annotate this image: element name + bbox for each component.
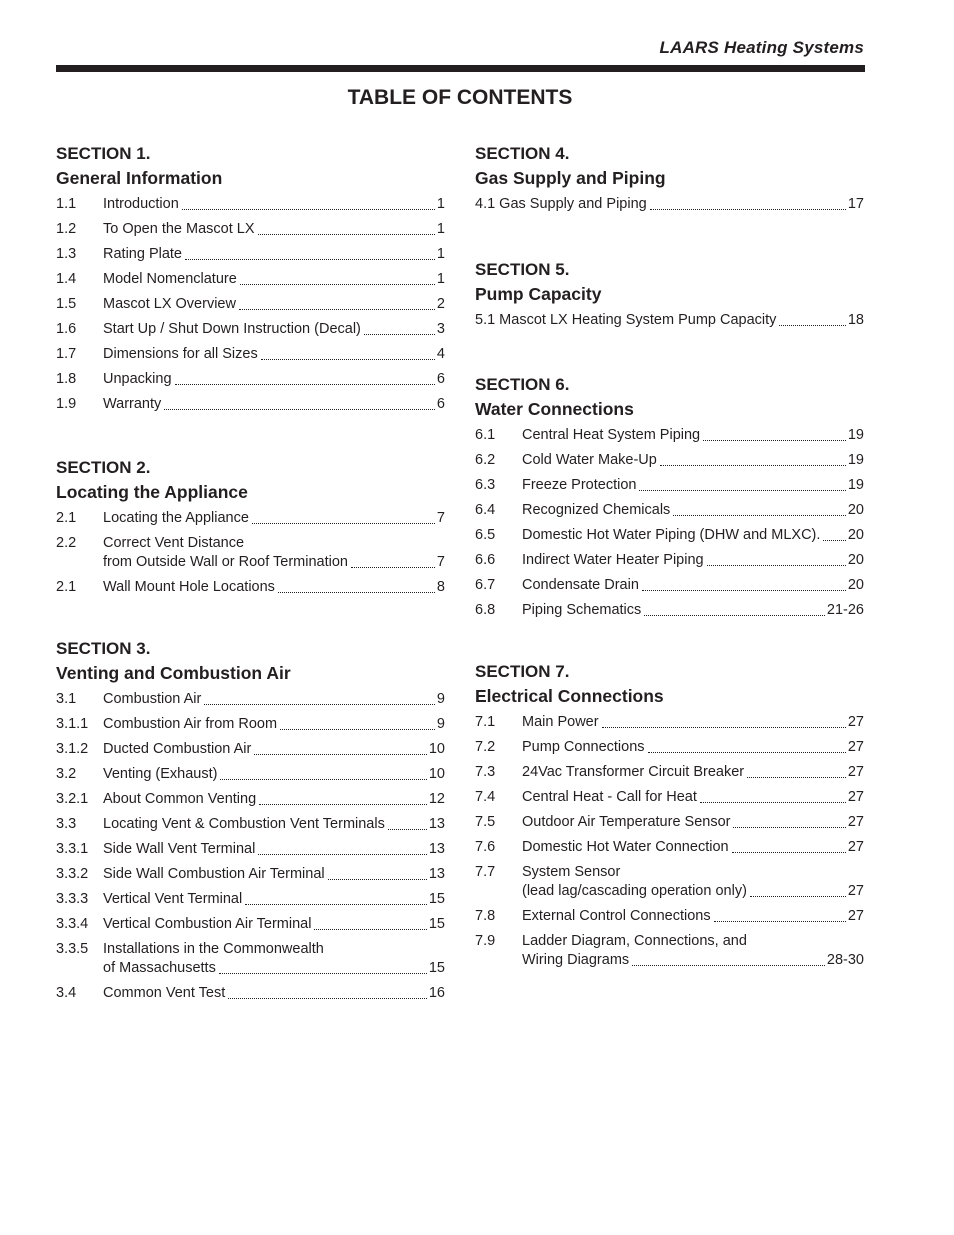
dot-leader xyxy=(280,729,435,730)
entry-number: 6.1 xyxy=(475,427,496,443)
dot-leader xyxy=(602,727,846,728)
section-number: SECTION 6. xyxy=(475,375,570,394)
entry-title: Unpacking xyxy=(103,371,172,387)
entry-title: Side Wall Vent Terminal xyxy=(103,841,256,857)
toc-entry[interactable] xyxy=(475,838,864,857)
dot-leader xyxy=(747,777,846,778)
entry-title: Pump Connections xyxy=(522,739,645,755)
entry-number: 2.2 xyxy=(56,535,77,551)
page-number: 27 xyxy=(847,814,864,830)
page-number: 15 xyxy=(428,960,445,976)
entry-number: 1.7 xyxy=(56,346,77,362)
entry-title-line: Correct Vent Distance xyxy=(103,535,245,551)
toc-entry[interactable] xyxy=(56,865,445,884)
page-number: 17 xyxy=(847,196,864,212)
entry-title: Common Vent Test xyxy=(103,985,226,1001)
dot-leader xyxy=(673,515,846,516)
entry-number: 1.8 xyxy=(56,371,77,387)
dot-leader xyxy=(650,209,846,210)
entry-title: Freeze Protection xyxy=(522,477,637,493)
toc-entry[interactable] xyxy=(475,763,864,782)
header-rule xyxy=(56,65,865,72)
entry-number: 3.3.5 xyxy=(56,941,89,957)
entry-title: 24Vac Transformer Circuit Breaker xyxy=(522,764,745,780)
dot-leader xyxy=(364,334,435,335)
brand-header: LAARS Heating Systems xyxy=(659,38,864,57)
page-number: 2 xyxy=(436,296,445,312)
toc-entry[interactable] xyxy=(56,690,445,709)
page-number: 13 xyxy=(428,816,445,832)
toc-entry[interactable] xyxy=(56,790,445,809)
dot-leader xyxy=(185,259,435,260)
entry-title-line: Installations in the Commonwealth xyxy=(103,941,324,957)
page-title: TABLE OF CONTENTS xyxy=(347,86,573,109)
dot-leader xyxy=(750,896,846,897)
entry-title: of Massachusetts xyxy=(103,960,216,976)
entry-title: Ducted Combustion Air xyxy=(103,741,252,757)
toc-section xyxy=(56,637,445,1003)
toc-entry[interactable] xyxy=(475,526,864,545)
section-title: General Information xyxy=(56,168,223,188)
toc-entry[interactable] xyxy=(475,451,864,470)
toc-entry[interactable] xyxy=(475,813,864,832)
dot-leader xyxy=(639,490,845,491)
page-number: 15 xyxy=(428,891,445,907)
section-number: SECTION 5. xyxy=(475,260,570,279)
entry-number: 2.1 xyxy=(56,510,77,526)
page-number: 27 xyxy=(847,839,864,855)
entry-number: 3.3.4 xyxy=(56,916,89,932)
toc-section xyxy=(475,142,864,214)
page-number: 3 xyxy=(436,321,445,337)
dot-leader xyxy=(204,704,435,705)
toc-entry[interactable] xyxy=(56,345,445,364)
toc-entry[interactable] xyxy=(475,601,864,620)
toc-entry[interactable] xyxy=(475,476,864,495)
page-number: 4 xyxy=(436,346,445,362)
dot-leader xyxy=(239,309,435,310)
dot-leader xyxy=(703,440,846,441)
entry-number: 7.8 xyxy=(475,908,496,924)
entry-number: 6.3 xyxy=(475,477,496,493)
section-title: Venting and Combustion Air xyxy=(56,663,291,683)
toc-entry[interactable] xyxy=(475,738,864,757)
entry-title: from Outside Wall or Roof Termination xyxy=(103,554,348,570)
dot-leader xyxy=(644,615,825,616)
section-title: Water Connections xyxy=(475,399,634,419)
toc-entry[interactable] xyxy=(56,295,445,314)
page-number: 15 xyxy=(428,916,445,932)
entry-number: 1.9 xyxy=(56,396,77,412)
dot-leader xyxy=(388,829,427,830)
page-number: 20 xyxy=(847,527,864,543)
dot-leader xyxy=(351,567,435,568)
toc-entry[interactable] xyxy=(56,815,445,834)
entry-title: Model Nomenclature xyxy=(103,271,237,287)
entry-number: 6.8 xyxy=(475,602,496,618)
dot-leader xyxy=(240,284,435,285)
dot-leader xyxy=(261,359,435,360)
section-title: Electrical Connections xyxy=(475,686,664,706)
entry-number: 3.2.1 xyxy=(56,791,89,807)
page-number: 13 xyxy=(428,841,445,857)
entry-number: 6.7 xyxy=(475,577,496,593)
entry-number: 7.6 xyxy=(475,839,496,855)
entry-number: 7.4 xyxy=(475,789,496,805)
page-number: 28-30 xyxy=(826,952,864,968)
section-number: SECTION 1. xyxy=(56,144,151,163)
entry-title: Mascot LX Overview xyxy=(103,296,236,312)
dot-leader xyxy=(707,565,846,566)
entry-number: 1.4 xyxy=(56,271,77,287)
toc-entry[interactable] xyxy=(56,984,445,1003)
entry-title: Indirect Water Heater Piping xyxy=(522,552,704,568)
dot-leader xyxy=(823,540,845,541)
entry-number: 7.1 xyxy=(475,714,496,730)
section-title: Pump Capacity xyxy=(475,284,602,304)
page-number: 16 xyxy=(428,985,445,1001)
entry-title: Main Power xyxy=(522,714,599,730)
entry-title: Domestic Hot Water Connection xyxy=(522,839,729,855)
entry-number: 3.3.3 xyxy=(56,891,89,907)
dot-leader xyxy=(660,465,846,466)
entry-number: 1.2 xyxy=(56,221,77,237)
page-number: 1 xyxy=(436,271,445,287)
dot-leader xyxy=(714,921,846,922)
entry-number: 3.1.2 xyxy=(56,741,89,757)
entry-number: 3.3.1 xyxy=(56,841,89,857)
page-number: 9 xyxy=(436,716,445,732)
entry-number: 7.2 xyxy=(475,739,496,755)
entry-title: Condensate Drain xyxy=(522,577,639,593)
page-number: 27 xyxy=(847,789,864,805)
page-number: 19 xyxy=(847,427,864,443)
page-number: 27 xyxy=(847,764,864,780)
entry-number: 2.1 xyxy=(56,579,77,595)
entry-title-line: System Sensor xyxy=(522,864,621,880)
entry-number: 3.3.2 xyxy=(56,866,89,882)
entry-title: Wiring Diagrams xyxy=(522,952,630,968)
page-number: 20 xyxy=(847,552,864,568)
dot-leader xyxy=(314,929,426,930)
page-number: 1 xyxy=(436,221,445,237)
entry-title: 4.1 Gas Supply and Piping xyxy=(475,196,647,212)
entry-number: 3.1 xyxy=(56,691,77,707)
dot-leader xyxy=(732,852,846,853)
toc-entry[interactable] xyxy=(475,932,864,970)
page-number: 19 xyxy=(847,477,864,493)
toc-section xyxy=(475,258,864,330)
toc-entry[interactable] xyxy=(475,311,864,330)
toc-entry[interactable] xyxy=(56,578,445,597)
entry-number: 1.1 xyxy=(56,196,77,212)
entry-title-line: Ladder Diagram, Connections, and xyxy=(522,933,747,949)
entry-title: Piping Schematics xyxy=(522,602,642,618)
dot-leader xyxy=(219,973,427,974)
entry-number: 1.3 xyxy=(56,246,77,262)
toc-entry[interactable] xyxy=(56,270,445,289)
toc-entry[interactable] xyxy=(56,740,445,759)
entry-number: 3.1.1 xyxy=(56,716,89,732)
toc-entry[interactable] xyxy=(56,370,445,389)
toc-entry[interactable] xyxy=(475,551,864,570)
entry-title: External Control Connections xyxy=(522,908,711,924)
toc-entry[interactable] xyxy=(475,195,864,214)
entry-number: 3.3 xyxy=(56,816,77,832)
entry-title: Rating Plate xyxy=(103,246,182,262)
toc-entry[interactable] xyxy=(475,788,864,807)
entry-number: 7.3 xyxy=(475,764,496,780)
toc-entry[interactable] xyxy=(475,426,864,445)
page-number: 6 xyxy=(436,396,445,412)
page-number: 20 xyxy=(847,502,864,518)
dot-leader xyxy=(228,998,427,999)
toc-entry[interactable] xyxy=(56,765,445,784)
page-number: 27 xyxy=(847,714,864,730)
toc-right-column xyxy=(475,142,864,976)
dot-leader xyxy=(642,590,846,591)
dot-leader xyxy=(779,325,845,326)
toc-entry[interactable] xyxy=(56,509,445,528)
toc-entry[interactable] xyxy=(56,245,445,264)
page-number: 19 xyxy=(847,452,864,468)
dot-leader xyxy=(328,879,427,880)
dot-leader xyxy=(258,854,427,855)
toc-entry[interactable] xyxy=(56,220,445,239)
entry-title: Locating Vent & Combustion Vent Terminals xyxy=(103,816,385,832)
toc-entry[interactable] xyxy=(56,915,445,934)
page-number: 1 xyxy=(436,196,445,212)
entry-title: (lead lag/cascading operation only) xyxy=(522,883,747,899)
entry-title: Outdoor Air Temperature Sensor xyxy=(522,814,731,830)
section-number: SECTION 3. xyxy=(56,639,151,658)
toc-section xyxy=(475,660,864,970)
entry-title: To Open the Mascot LX xyxy=(103,221,255,237)
page-number: 27 xyxy=(847,908,864,924)
dot-leader xyxy=(700,802,846,803)
entry-title: Combustion Air xyxy=(103,691,202,707)
dot-leader xyxy=(220,779,426,780)
section-number: SECTION 7. xyxy=(475,662,570,681)
entry-number: 1.6 xyxy=(56,321,77,337)
entry-title: Wall Mount Hole Locations xyxy=(103,579,275,595)
toc-entry[interactable] xyxy=(475,576,864,595)
entry-title: Combustion Air from Room xyxy=(103,716,278,732)
page-number: 9 xyxy=(436,691,445,707)
page-number: 27 xyxy=(847,883,864,899)
entry-title: Vertical Vent Terminal xyxy=(103,891,243,907)
page-number: 7 xyxy=(436,554,445,570)
page-number: 1 xyxy=(436,246,445,262)
entry-title: Side Wall Combustion Air Terminal xyxy=(103,866,325,882)
section-title: Gas Supply and Piping xyxy=(475,168,666,188)
entry-number: 1.5 xyxy=(56,296,77,312)
dot-leader xyxy=(278,592,435,593)
page-number: 13 xyxy=(428,866,445,882)
toc-section xyxy=(56,142,445,414)
dot-leader xyxy=(259,804,427,805)
entry-number: 7.5 xyxy=(475,814,496,830)
dot-leader xyxy=(182,209,435,210)
toc-entry[interactable] xyxy=(56,320,445,339)
toc-entry[interactable] xyxy=(56,715,445,734)
page-number: 12 xyxy=(428,791,445,807)
page-number: 6 xyxy=(436,371,445,387)
toc-entry[interactable] xyxy=(475,863,864,901)
page-number: 20 xyxy=(847,577,864,593)
entry-title: About Common Venting xyxy=(103,791,257,807)
entry-number: 3.4 xyxy=(56,985,77,1001)
entry-number: 7.9 xyxy=(475,933,496,949)
dot-leader xyxy=(258,234,435,235)
toc-entry[interactable] xyxy=(56,940,445,978)
entry-title: 5.1 Mascot LX Heating System Pump Capacity xyxy=(475,312,777,328)
entry-number: 6.4 xyxy=(475,502,496,518)
toc-section xyxy=(56,456,445,597)
page-number: 18 xyxy=(847,312,864,328)
toc-entry[interactable] xyxy=(475,713,864,732)
toc-section xyxy=(475,373,864,620)
dot-leader xyxy=(175,384,435,385)
dot-leader xyxy=(648,752,846,753)
toc-entry[interactable] xyxy=(56,195,445,214)
entry-title: Vertical Combustion Air Terminal xyxy=(103,916,312,932)
toc-entry[interactable] xyxy=(56,840,445,859)
dot-leader xyxy=(252,523,435,524)
entry-title: Venting (Exhaust) xyxy=(103,766,218,782)
entry-title: Locating the Appliance xyxy=(103,510,249,526)
section-number: SECTION 2. xyxy=(56,458,151,477)
entry-title: Warranty xyxy=(103,396,162,412)
section-title: Locating the Appliance xyxy=(56,482,248,502)
toc-entry[interactable] xyxy=(475,907,864,926)
page-number: 10 xyxy=(428,741,445,757)
entry-title: Dimensions for all Sizes xyxy=(103,346,258,362)
entry-title: Domestic Hot Water Piping (DHW and MLXC). xyxy=(522,527,821,543)
entry-title: Start Up / Shut Down Instruction (Decal) xyxy=(103,321,361,337)
toc-entry[interactable] xyxy=(56,890,445,909)
dot-leader xyxy=(632,965,825,966)
section-number: SECTION 4. xyxy=(475,144,570,163)
toc-entry[interactable] xyxy=(56,534,445,572)
entry-title: Central Heat System Piping xyxy=(522,427,701,443)
entry-title: Cold Water Make-Up xyxy=(522,452,657,468)
toc-entry[interactable] xyxy=(56,395,445,414)
page-number: 8 xyxy=(436,579,445,595)
dot-leader xyxy=(733,827,845,828)
toc-left-column xyxy=(56,142,445,1009)
page-number: 10 xyxy=(428,766,445,782)
entry-number: 7.7 xyxy=(475,864,496,880)
entry-title: Recognized Chemicals xyxy=(522,502,671,518)
entry-number: 3.2 xyxy=(56,766,77,782)
toc-entry[interactable] xyxy=(475,501,864,520)
page-number: 27 xyxy=(847,739,864,755)
page-number: 7 xyxy=(436,510,445,526)
dot-leader xyxy=(164,409,435,410)
page-number: 21-26 xyxy=(826,602,864,618)
entry-number: 6.2 xyxy=(475,452,496,468)
entry-number: 6.6 xyxy=(475,552,496,568)
entry-number: 6.5 xyxy=(475,527,496,543)
dot-leader xyxy=(245,904,427,905)
dot-leader xyxy=(254,754,427,755)
entry-title: Introduction xyxy=(103,196,179,212)
entry-title: Central Heat - Call for Heat xyxy=(522,789,697,805)
